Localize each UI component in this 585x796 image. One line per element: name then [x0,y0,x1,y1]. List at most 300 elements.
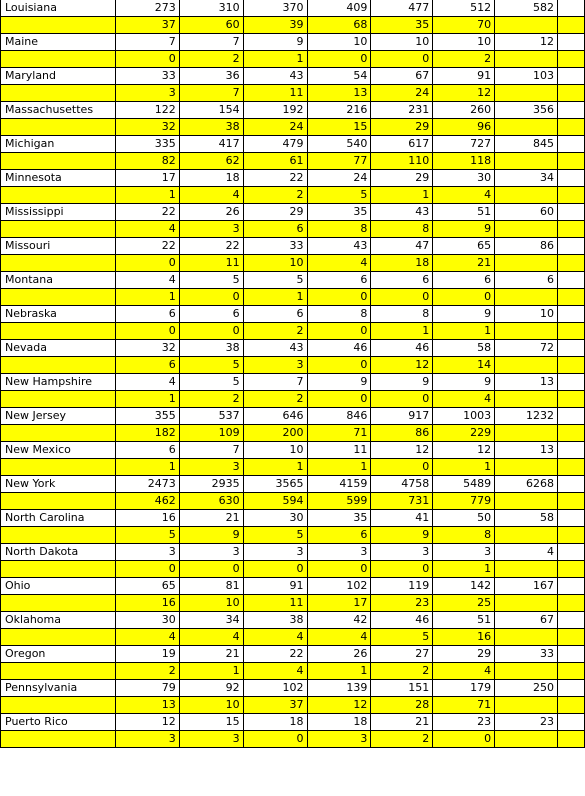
change-cell[interactable]: 35 [371,17,433,34]
change-cell[interactable]: 6 [115,357,179,374]
change-cell[interactable]: 12 [433,85,495,102]
value-cell[interactable]: 43 [243,340,307,357]
change-cell[interactable]: 38 [179,119,243,136]
change-cell[interactable]: 8 [433,527,495,544]
value-cell[interactable]: 81 [179,578,243,595]
empty-cell[interactable] [558,391,585,408]
value-cell[interactable]: 231 [371,102,433,119]
value-cell[interactable]: 4 [495,544,558,561]
value-cell[interactable]: 15 [179,714,243,731]
change-cell[interactable]: 71 [433,697,495,714]
state-name-cell[interactable]: Maine [1,34,116,51]
state-name-cell[interactable]: New Hampshire [1,374,116,391]
empty-cell[interactable] [558,238,585,255]
empty-cell[interactable] [558,17,585,34]
change-cell[interactable]: 5 [243,527,307,544]
state-name-cell[interactable]: Pennsylvania [1,680,116,697]
state-name-cell[interactable]: Oregon [1,646,116,663]
empty-cell[interactable] [558,527,585,544]
change-cell[interactable]: 11 [179,255,243,272]
empty-cell[interactable] [495,493,558,510]
value-cell[interactable]: 9 [307,374,371,391]
value-cell[interactable]: 7 [115,34,179,51]
change-cell[interactable]: 70 [433,17,495,34]
value-cell[interactable]: 6 [115,306,179,323]
empty-cell[interactable] [558,612,585,629]
state-name-cell[interactable]: Missouri [1,238,116,255]
value-cell[interactable]: 6 [433,272,495,289]
value-cell[interactable]: 260 [433,102,495,119]
value-cell[interactable]: 46 [371,340,433,357]
empty-cell[interactable] [558,323,585,340]
change-cell[interactable]: 462 [115,493,179,510]
value-cell[interactable]: 47 [371,238,433,255]
value-cell[interactable]: 5 [179,374,243,391]
value-cell[interactable]: 3 [433,544,495,561]
empty-cell[interactable] [1,323,116,340]
empty-cell[interactable] [1,731,116,748]
value-cell[interactable]: 167 [495,578,558,595]
value-cell[interactable]: 512 [433,0,495,17]
state-name-cell[interactable]: Montana [1,272,116,289]
value-cell[interactable]: 12 [115,714,179,731]
value-cell[interactable]: 34 [179,612,243,629]
empty-cell[interactable] [558,646,585,663]
empty-cell[interactable] [1,51,116,68]
value-cell[interactable]: 43 [371,204,433,221]
value-cell[interactable]: 91 [433,68,495,85]
value-cell[interactable]: 22 [243,170,307,187]
value-cell[interactable]: 12 [495,34,558,51]
value-cell[interactable]: 7 [179,34,243,51]
empty-cell[interactable] [558,136,585,153]
empty-cell[interactable] [558,170,585,187]
state-name-cell[interactable]: Puerto Rico [1,714,116,731]
change-cell[interactable]: 2 [243,391,307,408]
empty-cell[interactable] [1,459,116,476]
value-cell[interactable]: 60 [495,204,558,221]
empty-cell[interactable] [558,714,585,731]
change-cell[interactable]: 6 [243,221,307,238]
value-cell[interactable]: 582 [495,0,558,17]
value-cell[interactable]: 11 [307,442,371,459]
change-cell[interactable]: 0 [179,289,243,306]
empty-cell[interactable] [558,476,585,493]
value-cell[interactable]: 477 [371,0,433,17]
value-cell[interactable]: 335 [115,136,179,153]
value-cell[interactable]: 33 [243,238,307,255]
change-cell[interactable]: 2 [371,663,433,680]
empty-cell[interactable] [558,187,585,204]
value-cell[interactable]: 7 [243,374,307,391]
change-cell[interactable]: 0 [179,323,243,340]
change-cell[interactable]: 24 [371,85,433,102]
change-cell[interactable]: 2 [371,731,433,748]
value-cell[interactable]: 8 [307,306,371,323]
value-cell[interactable]: 23 [433,714,495,731]
change-cell[interactable]: 0 [371,459,433,476]
change-cell[interactable]: 21 [433,255,495,272]
change-cell[interactable]: 5 [307,187,371,204]
change-cell[interactable]: 1 [115,187,179,204]
change-cell[interactable]: 0 [307,357,371,374]
value-cell[interactable]: 154 [179,102,243,119]
change-cell[interactable]: 0 [433,731,495,748]
change-cell[interactable]: 12 [371,357,433,374]
change-cell[interactable]: 1 [243,459,307,476]
change-cell[interactable]: 4 [115,221,179,238]
state-name-cell[interactable]: North Dakota [1,544,116,561]
empty-cell[interactable] [1,357,116,374]
value-cell[interactable]: 92 [179,680,243,697]
change-cell[interactable]: 96 [433,119,495,136]
empty-cell[interactable] [558,680,585,697]
value-cell[interactable]: 41 [371,510,433,527]
value-cell[interactable]: 2473 [115,476,179,493]
value-cell[interactable]: 9 [433,306,495,323]
empty-cell[interactable] [558,34,585,51]
value-cell[interactable]: 67 [495,612,558,629]
value-cell[interactable]: 32 [115,340,179,357]
value-cell[interactable]: 119 [371,578,433,595]
change-cell[interactable]: 0 [179,561,243,578]
change-cell[interactable]: 61 [243,153,307,170]
change-cell[interactable]: 8 [307,221,371,238]
empty-cell[interactable] [558,595,585,612]
value-cell[interactable]: 10 [371,34,433,51]
empty-cell[interactable] [558,153,585,170]
value-cell[interactable]: 18 [243,714,307,731]
state-name-cell[interactable]: North Carolina [1,510,116,527]
value-cell[interactable]: 356 [495,102,558,119]
empty-cell[interactable] [495,221,558,238]
value-cell[interactable]: 479 [243,136,307,153]
empty-cell[interactable] [558,204,585,221]
empty-cell[interactable] [495,153,558,170]
value-cell[interactable]: 24 [307,170,371,187]
change-cell[interactable]: 5 [371,629,433,646]
change-cell[interactable]: 0 [115,51,179,68]
change-cell[interactable]: 8 [371,221,433,238]
change-cell[interactable]: 110 [371,153,433,170]
value-cell[interactable]: 646 [243,408,307,425]
empty-cell[interactable] [1,697,116,714]
change-cell[interactable]: 594 [243,493,307,510]
value-cell[interactable]: 2935 [179,476,243,493]
change-cell[interactable]: 9 [179,527,243,544]
value-cell[interactable]: 6 [495,272,558,289]
empty-cell[interactable] [558,374,585,391]
state-name-cell[interactable]: Minnesota [1,170,116,187]
value-cell[interactable]: 3 [371,544,433,561]
value-cell[interactable]: 65 [433,238,495,255]
empty-cell[interactable] [495,595,558,612]
empty-cell[interactable] [558,221,585,238]
value-cell[interactable]: 21 [179,510,243,527]
change-cell[interactable]: 9 [433,221,495,238]
value-cell[interactable]: 36 [179,68,243,85]
change-cell[interactable]: 32 [115,119,179,136]
change-cell[interactable]: 2 [115,663,179,680]
value-cell[interactable]: 139 [307,680,371,697]
change-cell[interactable]: 0 [371,561,433,578]
empty-cell[interactable] [1,17,116,34]
value-cell[interactable]: 43 [243,68,307,85]
value-cell[interactable]: 46 [371,612,433,629]
value-cell[interactable]: 26 [179,204,243,221]
value-cell[interactable]: 1003 [433,408,495,425]
value-cell[interactable]: 537 [179,408,243,425]
empty-cell[interactable] [495,289,558,306]
state-name-cell[interactable]: Massachusettes [1,102,116,119]
value-cell[interactable]: 10 [433,34,495,51]
empty-cell[interactable] [558,544,585,561]
value-cell[interactable]: 38 [243,612,307,629]
change-cell[interactable]: 2 [179,51,243,68]
state-name-cell[interactable]: Maryland [1,68,116,85]
state-name-cell[interactable]: Louisiana [1,0,116,17]
empty-cell[interactable] [495,51,558,68]
change-cell[interactable]: 5 [115,527,179,544]
change-cell[interactable]: 4 [115,629,179,646]
change-cell[interactable]: 5 [179,357,243,374]
empty-cell[interactable] [1,595,116,612]
change-cell[interactable]: 4 [433,391,495,408]
change-cell[interactable]: 10 [243,255,307,272]
value-cell[interactable]: 22 [115,204,179,221]
change-cell[interactable]: 599 [307,493,371,510]
change-cell[interactable]: 11 [243,595,307,612]
value-cell[interactable]: 22 [179,238,243,255]
value-cell[interactable]: 310 [179,0,243,17]
change-cell[interactable]: 10 [179,595,243,612]
change-cell[interactable]: 15 [307,119,371,136]
empty-cell[interactable] [1,85,116,102]
empty-cell[interactable] [558,119,585,136]
change-cell[interactable]: 13 [115,697,179,714]
value-cell[interactable]: 29 [243,204,307,221]
change-cell[interactable]: 68 [307,17,371,34]
change-cell[interactable]: 630 [179,493,243,510]
change-cell[interactable]: 39 [243,17,307,34]
value-cell[interactable]: 1232 [495,408,558,425]
value-cell[interactable]: 5489 [433,476,495,493]
value-cell[interactable]: 179 [433,680,495,697]
value-cell[interactable]: 79 [115,680,179,697]
empty-cell[interactable] [558,340,585,357]
value-cell[interactable]: 43 [307,238,371,255]
value-cell[interactable]: 4 [115,374,179,391]
change-cell[interactable]: 0 [307,561,371,578]
change-cell[interactable]: 2 [243,323,307,340]
change-cell[interactable]: 731 [371,493,433,510]
value-cell[interactable]: 10 [495,306,558,323]
change-cell[interactable]: 1 [371,187,433,204]
change-cell[interactable]: 0 [433,289,495,306]
value-cell[interactable]: 917 [371,408,433,425]
empty-cell[interactable] [495,357,558,374]
value-cell[interactable]: 33 [495,646,558,663]
empty-cell[interactable] [558,289,585,306]
value-cell[interactable]: 86 [495,238,558,255]
change-cell[interactable]: 1 [243,51,307,68]
change-cell[interactable]: 10 [179,697,243,714]
value-cell[interactable]: 17 [115,170,179,187]
value-cell[interactable]: 5 [243,272,307,289]
value-cell[interactable]: 72 [495,340,558,357]
empty-cell[interactable] [495,527,558,544]
value-cell[interactable]: 29 [371,170,433,187]
empty-cell[interactable] [558,731,585,748]
value-cell[interactable]: 35 [307,204,371,221]
empty-cell[interactable] [1,663,116,680]
change-cell[interactable]: 37 [115,17,179,34]
state-name-cell[interactable]: New Mexico [1,442,116,459]
change-cell[interactable]: 200 [243,425,307,442]
change-cell[interactable]: 1 [371,323,433,340]
value-cell[interactable]: 273 [115,0,179,17]
value-cell[interactable]: 3 [179,544,243,561]
value-cell[interactable]: 6 [115,442,179,459]
empty-cell[interactable] [1,255,116,272]
change-cell[interactable]: 23 [371,595,433,612]
value-cell[interactable]: 21 [371,714,433,731]
value-cell[interactable]: 5 [179,272,243,289]
change-cell[interactable]: 16 [433,629,495,646]
empty-cell[interactable] [558,85,585,102]
empty-cell[interactable] [495,697,558,714]
empty-cell[interactable] [1,119,116,136]
value-cell[interactable]: 65 [115,578,179,595]
change-cell[interactable]: 4 [243,663,307,680]
change-cell[interactable]: 4 [433,187,495,204]
value-cell[interactable]: 21 [179,646,243,663]
value-cell[interactable]: 9 [371,374,433,391]
change-cell[interactable]: 62 [179,153,243,170]
change-cell[interactable]: 0 [307,51,371,68]
change-cell[interactable]: 37 [243,697,307,714]
value-cell[interactable]: 355 [115,408,179,425]
value-cell[interactable]: 617 [371,136,433,153]
empty-cell[interactable] [558,578,585,595]
empty-cell[interactable] [1,629,116,646]
value-cell[interactable]: 845 [495,136,558,153]
value-cell[interactable]: 18 [307,714,371,731]
change-cell[interactable]: 1 [115,391,179,408]
value-cell[interactable]: 4 [115,272,179,289]
state-name-cell[interactable]: Michigan [1,136,116,153]
empty-cell[interactable] [495,561,558,578]
change-cell[interactable]: 82 [115,153,179,170]
change-cell[interactable]: 12 [307,697,371,714]
value-cell[interactable]: 13 [495,374,558,391]
empty-cell[interactable] [558,0,585,17]
empty-cell[interactable] [558,408,585,425]
change-cell[interactable]: 0 [115,561,179,578]
empty-cell[interactable] [558,459,585,476]
state-name-cell[interactable]: Mississippi [1,204,116,221]
empty-cell[interactable] [495,85,558,102]
empty-cell[interactable] [558,442,585,459]
value-cell[interactable]: 8 [371,306,433,323]
value-cell[interactable]: 122 [115,102,179,119]
empty-cell[interactable] [495,663,558,680]
change-cell[interactable]: 0 [243,731,307,748]
empty-cell[interactable] [495,391,558,408]
empty-cell[interactable] [1,561,116,578]
value-cell[interactable]: 6268 [495,476,558,493]
change-cell[interactable]: 9 [371,527,433,544]
change-cell[interactable]: 4 [179,629,243,646]
change-cell[interactable]: 3 [115,85,179,102]
empty-cell[interactable] [495,187,558,204]
change-cell[interactable]: 0 [115,255,179,272]
value-cell[interactable]: 26 [307,646,371,663]
empty-cell[interactable] [495,629,558,646]
value-cell[interactable]: 417 [179,136,243,153]
empty-cell[interactable] [495,459,558,476]
value-cell[interactable]: 54 [307,68,371,85]
empty-cell[interactable] [1,187,116,204]
change-cell[interactable]: 0 [307,323,371,340]
value-cell[interactable]: 23 [495,714,558,731]
change-cell[interactable]: 3 [115,731,179,748]
change-cell[interactable]: 0 [115,323,179,340]
change-cell[interactable]: 4 [433,663,495,680]
value-cell[interactable]: 846 [307,408,371,425]
empty-cell[interactable] [1,425,116,442]
empty-cell[interactable] [558,272,585,289]
empty-cell[interactable] [558,697,585,714]
value-cell[interactable]: 30 [433,170,495,187]
value-cell[interactable]: 216 [307,102,371,119]
change-cell[interactable]: 4 [179,187,243,204]
value-cell[interactable]: 4159 [307,476,371,493]
change-cell[interactable]: 0 [307,391,371,408]
change-cell[interactable]: 118 [433,153,495,170]
value-cell[interactable]: 4758 [371,476,433,493]
value-cell[interactable]: 58 [433,340,495,357]
empty-cell[interactable] [558,425,585,442]
value-cell[interactable]: 22 [115,238,179,255]
value-cell[interactable]: 33 [115,68,179,85]
change-cell[interactable]: 2 [433,51,495,68]
empty-cell[interactable] [558,629,585,646]
change-cell[interactable]: 1 [433,323,495,340]
value-cell[interactable]: 12 [433,442,495,459]
value-cell[interactable]: 7 [179,442,243,459]
empty-cell[interactable] [495,17,558,34]
state-name-cell[interactable]: Nevada [1,340,116,357]
value-cell[interactable]: 12 [371,442,433,459]
change-cell[interactable]: 2 [243,187,307,204]
value-cell[interactable]: 3 [243,544,307,561]
value-cell[interactable]: 13 [495,442,558,459]
change-cell[interactable]: 13 [307,85,371,102]
value-cell[interactable]: 6 [371,272,433,289]
change-cell[interactable]: 60 [179,17,243,34]
value-cell[interactable]: 9 [243,34,307,51]
value-cell[interactable]: 58 [495,510,558,527]
value-cell[interactable]: 727 [433,136,495,153]
change-cell[interactable]: 24 [243,119,307,136]
change-cell[interactable]: 1 [179,663,243,680]
empty-cell[interactable] [558,493,585,510]
change-cell[interactable]: 71 [307,425,371,442]
change-cell[interactable]: 0 [371,391,433,408]
change-cell[interactable]: 1 [115,289,179,306]
change-cell[interactable]: 16 [115,595,179,612]
